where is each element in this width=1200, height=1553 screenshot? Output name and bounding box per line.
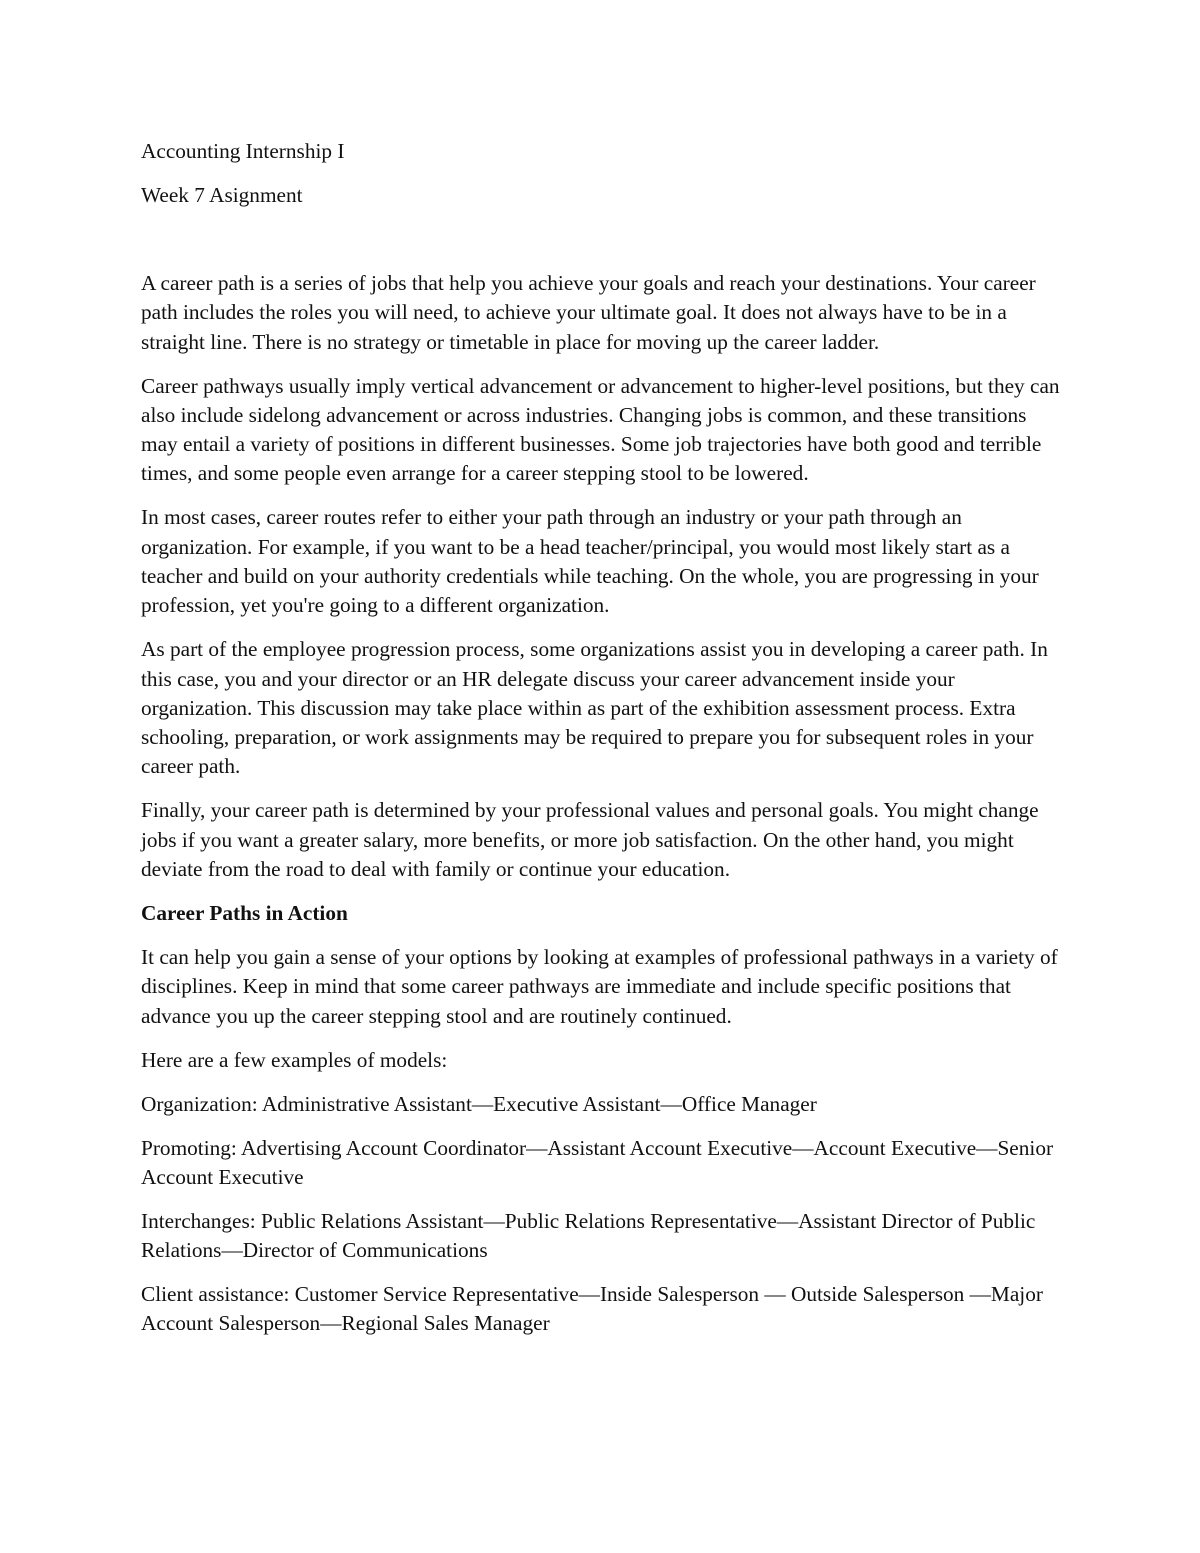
paragraph-2: Career pathways usually imply vertical advancement or advancement to higher-level positions, but they can also include sidelong advancement or across industries. Changing jobs is common, and these transitions may entail a variety of positions in different businesses. Some job trajectories have both good and terrible times, and some people even arrange for a career stepping stool to be lowered. (141, 373, 1060, 486)
example-interchanges: Interchanges: Public Relations Assistant—Public Relations Representative—Assistant Director of Public Relations—Director of Communications (141, 1208, 1036, 1263)
course-title: Accounting Internship I (141, 139, 345, 163)
example-client-assistance: Client assistance: Customer Service Representative—Inside Salesperson — Outside Salesperson —Major Account Salesperson—Regional Sales Manager (141, 1282, 1043, 1336)
assignment-title: Week 7 Asignment (141, 182, 303, 207)
paragraph-5: Finally, your career path is determined by your professional values and personal goals. You might change jobs if you want a greater salary, more benefits, or more job satisfaction. On the other hand, you might deviate from the road to deal with family or continue your education. (141, 798, 1039, 882)
section-heading: Career Paths in Action (141, 901, 348, 926)
blank-line (141, 225, 1066, 269)
example-organization: Organization: Administrative Assistant—Executive Assistant—Office Manager (141, 1091, 817, 1116)
paragraph-4: As part of the employee progression process, some organizations assist you in developing a career path. In this case, you and your director or an HR delegate discuss your career advancement inside your organization. This discussion may take place within as part of the exhibition assessment process. Extra schooling, preparation, or work assignments may be required to prepare you for subsequent roles in your career path. (141, 637, 1048, 779)
document-body (141, 137, 1066, 1353)
paragraph-3: In most cases, career routes refer to either your path through an industry or your path through an organization. For example, if you want to be a head teacher/principal, you would most likely start as a teacher and build on your authority credentials while teaching. On the whole, you are progressing in your profession, yet you're going to a different organization. (141, 505, 1039, 618)
paragraph-1: A career path is a series of jobs that help you achieve your goals and reach your destinations. Your career path includes the roles you will need, to achieve your ultimate goal. It does not always have to be in a straight line. There is no strategy or timetable in place for moving up the career ladder. (141, 270, 1036, 354)
example-promoting: Promoting: Advertising Account Coordinator—Assistant Account Executive—Account Executive—Senior Account Executive (141, 1135, 1054, 1189)
section-paragraph-1: It can help you gain a sense of your options by looking at examples of professional pathways in a variety of disciplines. Keep in mind that some career pathways are immediate and include specific positions that advance you up the career stepping stool and are routinely continued. (141, 945, 1058, 1028)
section-paragraph-2: Here are a few examples of models: (141, 1047, 448, 1072)
